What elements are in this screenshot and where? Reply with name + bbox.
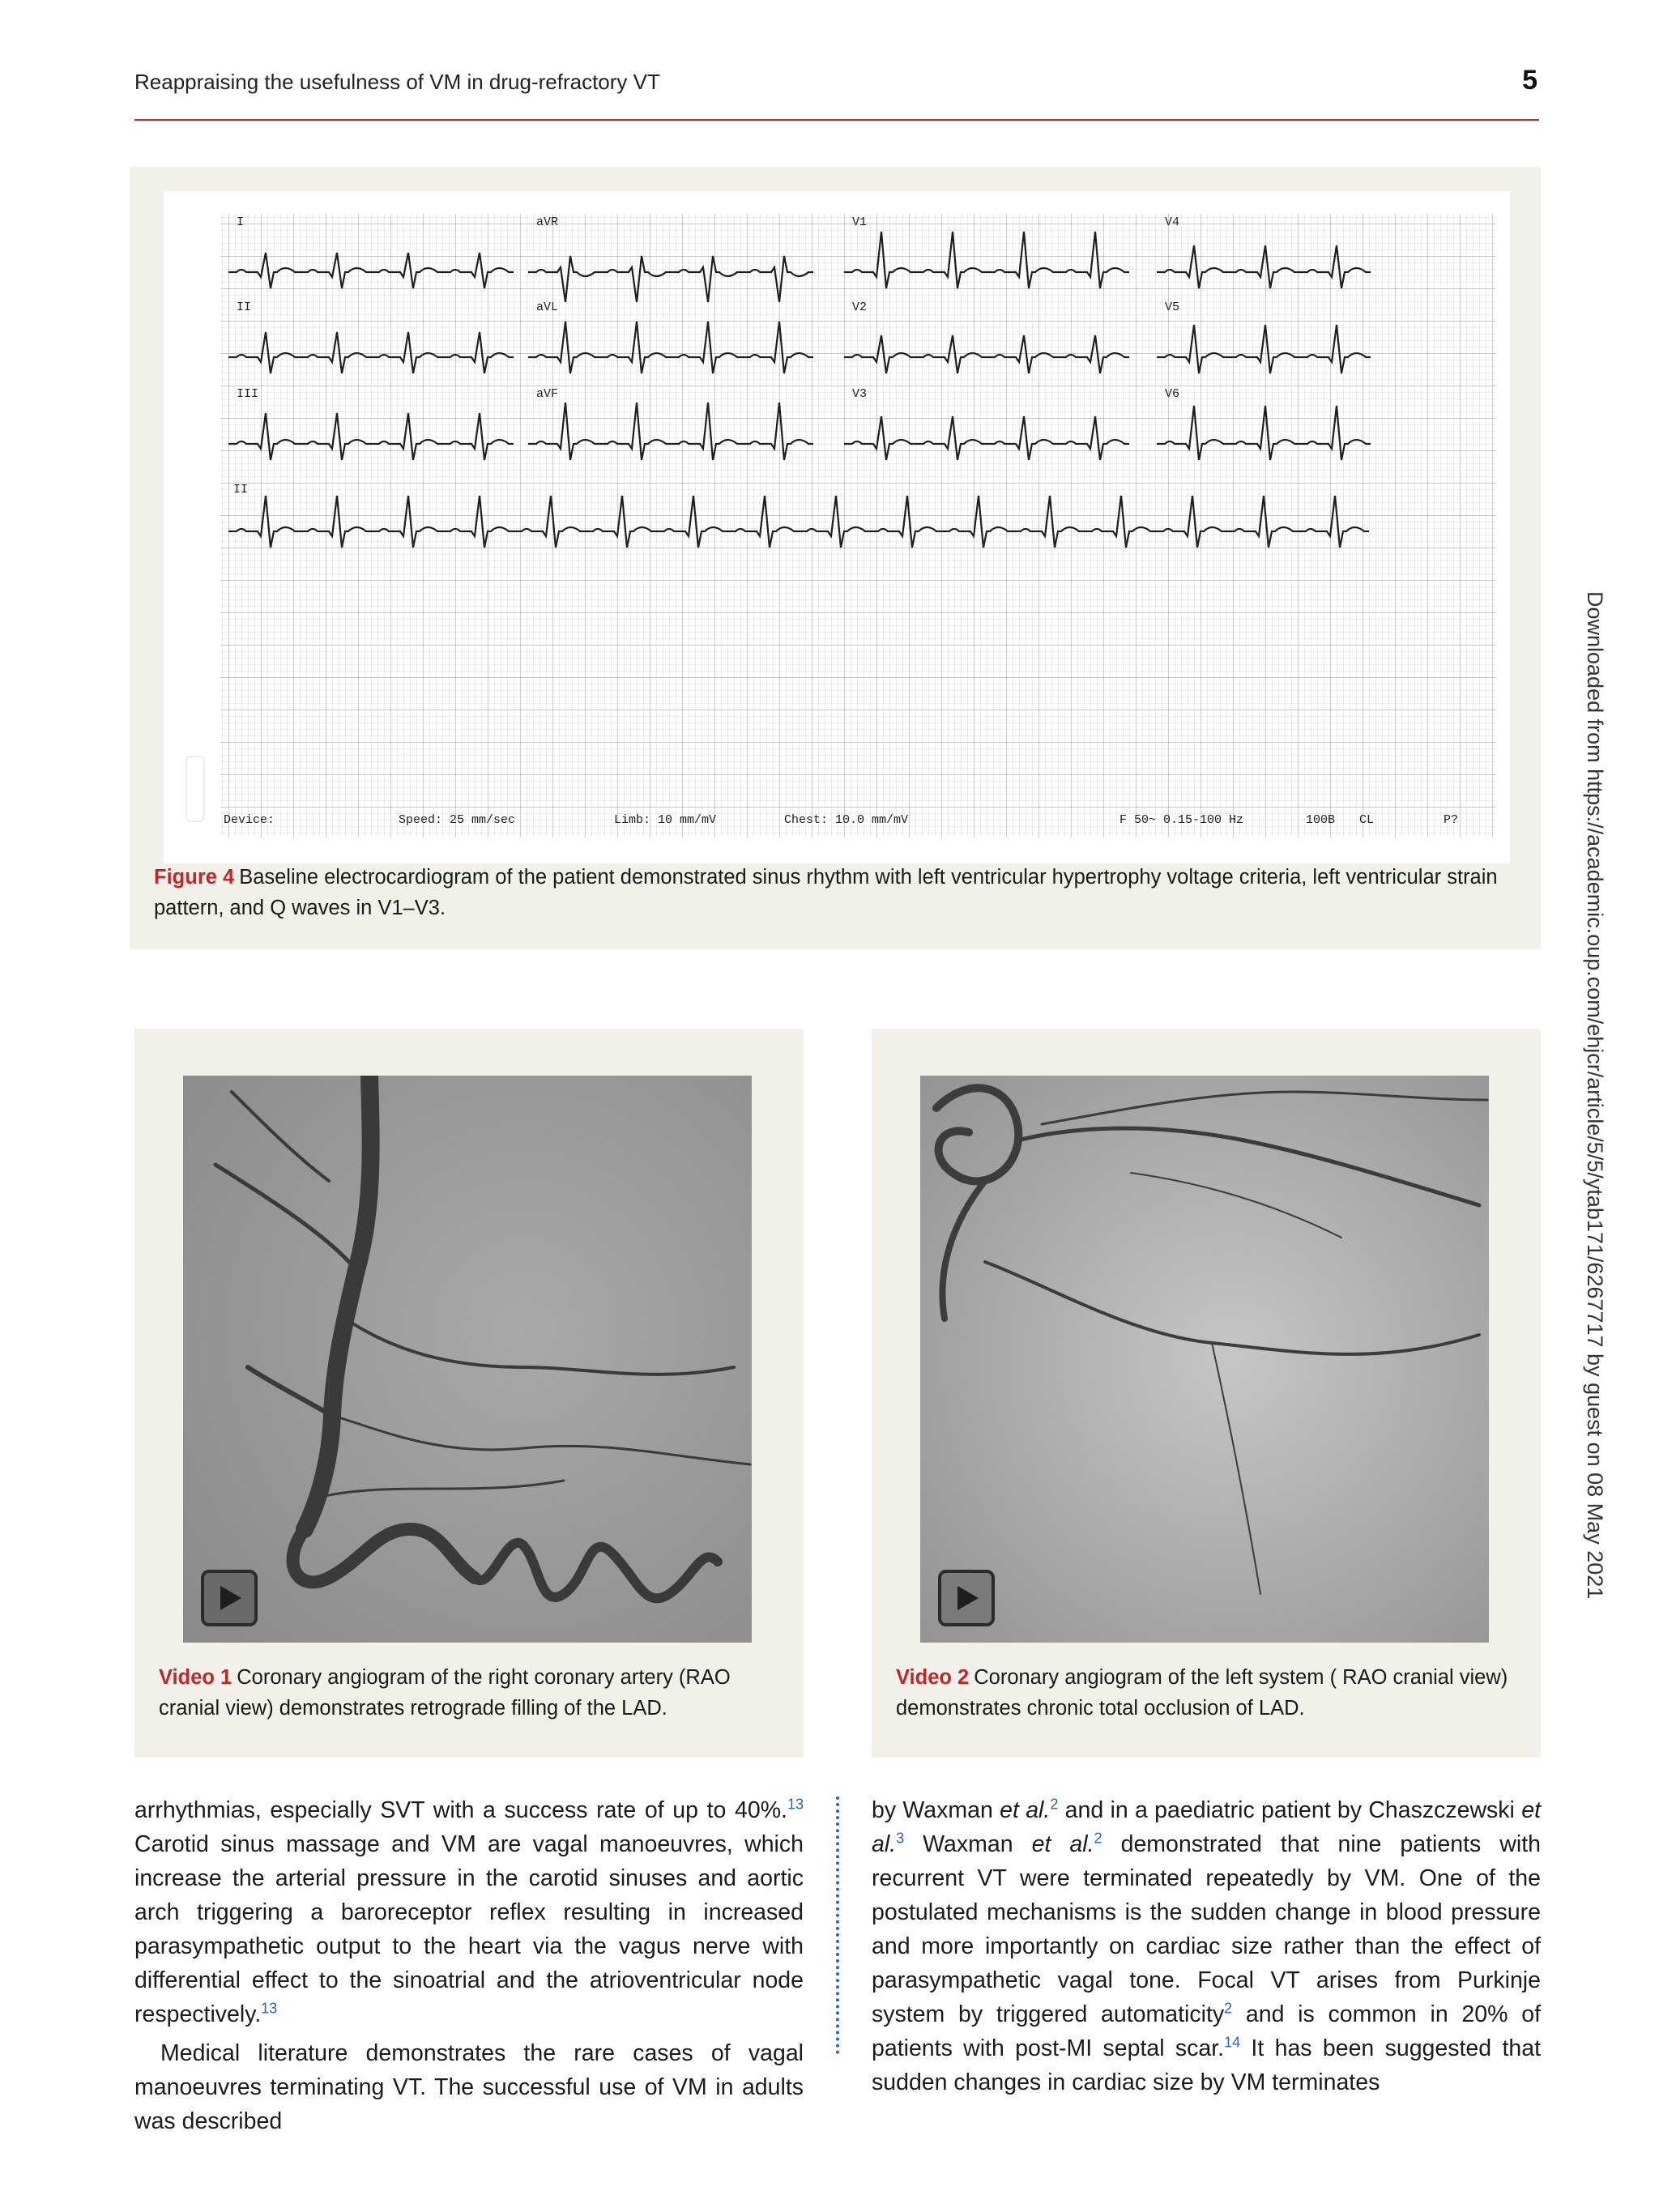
ecg-lead-label: V1 (852, 215, 868, 229)
body-text: and is common in 20% of patients with post-MI septal scar. (872, 2001, 1541, 2061)
ecg-footer-device: Device: (224, 813, 275, 827)
download-notice: Downloaded from https://academic.oup.com/ehjcr/article/5/5/ytab171/6267717 by guest on 08 May 2021 (1583, 591, 1607, 1600)
body-text: et al. (872, 1797, 1541, 1857)
citation-link[interactable]: 14 (1224, 2034, 1241, 2051)
video-2-label: Video 2 (896, 1666, 970, 1689)
body-text: et al. (1000, 1797, 1051, 1823)
body-right-paragraph (872, 1793, 1541, 2099)
ecg-footer-chest: Chest: 10.0 mm/mV (784, 813, 909, 827)
ecg-footer-limb: Limb: 10 mm/mV (614, 813, 717, 827)
citation-link[interactable]: 2 (1224, 2000, 1233, 2017)
ecg-footer-filter: F 50~ 0.15-100 Hz (1120, 813, 1244, 827)
figure-4-label: Figure 4 (154, 866, 235, 889)
video-1-panel (134, 1029, 804, 1758)
ecg-lead-label: II (237, 300, 252, 314)
figure-4-caption (154, 862, 1520, 923)
body-text: It has been suggested that sudden changes in cardiac size by VM terminates (872, 2035, 1541, 2095)
ecg-lead-label: aVF (536, 387, 559, 401)
body-text: by Waxman (872, 1797, 1000, 1823)
body-text: and in a paediatric patient by Chaszczewski (1058, 1797, 1522, 1823)
ecg-lead-label: I (237, 215, 245, 229)
figure-4-panel (130, 167, 1541, 949)
ecg-footer-cl: CL (1359, 813, 1375, 827)
ecg-lead-label: V5 (1165, 300, 1180, 314)
running-title: Reappraising the usefulness of VM in drug-refractory VT (134, 70, 660, 94)
citation-link[interactable]: 13 (261, 2000, 278, 2017)
body-left-column (134, 1793, 804, 2138)
page-number: 5 (1522, 65, 1537, 96)
ecg-footer-code: 100B (1306, 813, 1336, 827)
citation-link[interactable]: 3 (896, 1830, 905, 1847)
body-text: Waxman (904, 1831, 1032, 1857)
ecg-lead-label: V2 (852, 300, 868, 314)
play-icon[interactable] (203, 1571, 256, 1625)
ecg-lead-label: V3 (852, 387, 868, 401)
body-right-column (872, 1793, 1541, 2099)
column-divider (836, 1796, 839, 2054)
video-2-caption (896, 1662, 1516, 1724)
video-1-angiogram[interactable] (183, 1076, 752, 1643)
body-left-paragraph-2: Medical literature demonstrates the rare cases of vagal manoeuvres terminating VT. The successful use of VM in adults was described (134, 2040, 804, 2134)
header-rule (134, 119, 1539, 121)
ecg-footer-speed: Speed: 25 mm/sec (399, 813, 516, 827)
video-1-caption (159, 1662, 779, 1724)
ecg-lead-label: aVL (536, 300, 559, 314)
play-icon[interactable] (940, 1571, 993, 1625)
ecg-lead-label: aVR (536, 215, 559, 229)
ecg-lead-label: III (237, 387, 259, 401)
body-text: et al. (1031, 1831, 1094, 1857)
citation-link[interactable]: 2 (1050, 1796, 1059, 1813)
video-2-panel (872, 1029, 1541, 1758)
video-2-angiogram[interactable] (920, 1076, 1489, 1643)
ecg-lead-label: II (233, 483, 249, 497)
body-text: arrhythmias, especially SVT with a success rate of up to 40%. (134, 1797, 787, 1823)
video-2-caption-text: Coronary angiogram of the left system ( RAO cranial view) demonstrates chronic total occlusion of LAD. (896, 1666, 1508, 1720)
body-text: demonstrated that nine patients with recurrent VT were terminated repeatedly by VM. One of the postulated mechanisms is the sudden change in blood pressure and more importantly on cardiac size rather than the effect of parasympathetic vagal tone. Focal VT arises from Purkinje system by triggered automaticity (872, 1831, 1541, 2027)
ecg-lead-label: V6 (1165, 387, 1180, 401)
ecg-lead-label: V4 (1165, 215, 1180, 229)
ecg-footer-p: P? (1444, 813, 1459, 827)
video-1-caption-text: Coronary angiogram of the right coronary artery (RAO cranial view) demonstrates retrograde filling of the LAD. (159, 1666, 731, 1720)
ecg-image (164, 191, 1510, 863)
video-1-label: Video 1 (159, 1666, 232, 1689)
body-left-paragraph-1 (134, 1793, 804, 2031)
body-text: Carotid sinus massage and VM are vagal manoeuvres, which increase the arterial pressure in the carotid sinuses and aortic arch triggering a baroreceptor reflex resulting in increased parasympathetic output to the heart via the vagus nerve with differential effect to the sinoatrial and the atrioventricular node respectively. (134, 1831, 804, 2027)
figure-4-caption-text: Baseline electrocardiogram of the patient demonstrated sinus rhythm with left ventricular hypertrophy voltage criteria, left ventricular strain pattern, and Q waves in V1–V3. (154, 866, 1498, 919)
citation-link[interactable]: 2 (1094, 1830, 1102, 1847)
citation-link[interactable]: 13 (787, 1796, 804, 1813)
